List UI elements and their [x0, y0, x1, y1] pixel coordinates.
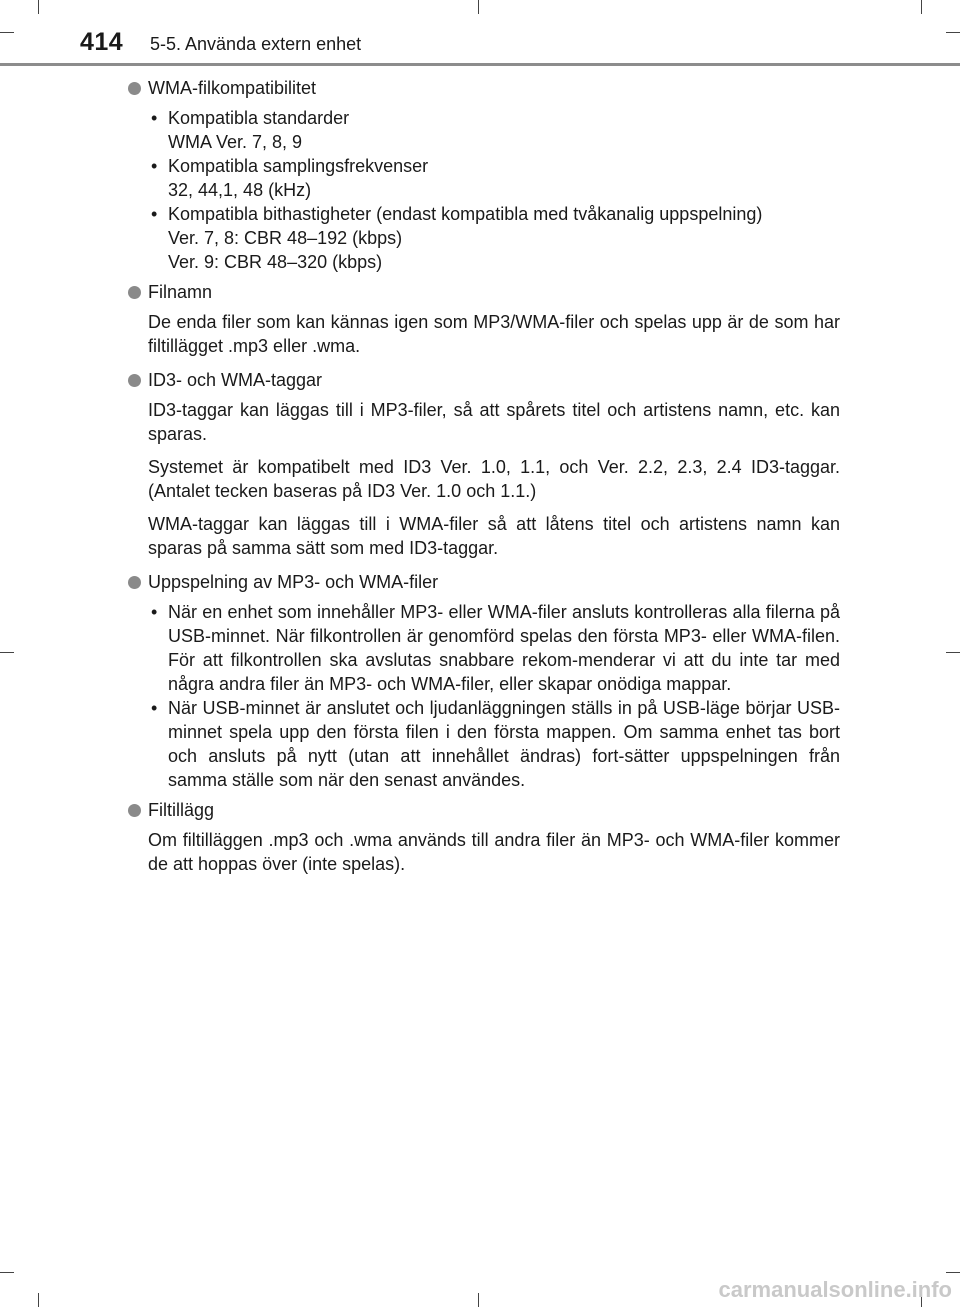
section-item [128, 280, 840, 358]
section-heading [128, 570, 840, 594]
section-heading-text: Filtillägg [148, 800, 215, 820]
sub-list-text: Ver. 9: CBR 48–320 (kbps) [168, 252, 383, 272]
section-heading [128, 76, 840, 100]
section-item [128, 798, 840, 876]
sub-list-text: 32, 44,1, 48 (kHz) [168, 180, 312, 200]
watermark-text: carmanualsonline.info [718, 1277, 952, 1302]
paragraph: Om filtilläggen .mp3 och .wma används till andra filer än MP3- och WMA-filer kommer de att hoppas över (inte spelas). [148, 830, 840, 874]
section-heading [128, 280, 840, 304]
dot-bullet-icon: • [151, 108, 158, 128]
page-header [0, 0, 960, 66]
crop-mark [946, 652, 960, 653]
sub-list-text: När USB-minnet är anslutet och ljudanläggningen ställs in på USB-läge börjar USB-minnet spela upp den första filen i den första mappen. Om samma enhet tas bort och ansluts på nytt (utan att innehållet ändras) fort-sätter uppspelningen från samma ställe som när den senast användes. [168, 698, 840, 790]
crop-mark [0, 652, 14, 653]
sub-list-item [128, 202, 840, 274]
section-item [128, 570, 840, 792]
paragraph: Systemet är kompatibelt med ID3 Ver. 1.0, 1.1, och Ver. 2.2, 2.3, 2.4 ID3-taggar. (Antalet tecken baseras på ID3 Ver. 1.0 och 1.1.) [148, 457, 840, 501]
circle-bullet-icon [128, 374, 141, 387]
sub-list-item [128, 106, 840, 154]
section-heading-text: ID3- och WMA-taggar [148, 370, 323, 390]
section-heading [128, 368, 840, 392]
sub-list-text: Kompatibla bithastigheter (endast kompatibla med tvåkanalig uppspelning) [168, 204, 763, 224]
section-title: 5-5. Använda extern enhet [150, 34, 362, 54]
sub-list-item [128, 696, 840, 792]
sub-list-text: När en enhet som innehåller MP3- eller WMA-filer ansluts kontrolleras alla filerna på USB-minnet. När filkontrollen är genomförd spelas den första MP3- eller WMA-filen. För att filkontrollen ska avslutas snabbare rekom-menderar vi att du inte tar med några andra filer än MP3- och WMA-filer, eller skapar onödiga mappar. [168, 602, 840, 694]
section-heading-text: Uppspelning av MP3- och WMA-filer [148, 572, 439, 592]
sub-list [128, 106, 840, 274]
crop-mark [478, 1293, 479, 1307]
crop-mark [946, 1272, 960, 1273]
page-body [128, 76, 840, 886]
crop-mark [38, 1293, 39, 1307]
circle-bullet-icon [128, 576, 141, 589]
dot-bullet-icon: • [151, 698, 158, 718]
paragraph: ID3-taggar kan läggas till i MP3-filer, så att spårets titel och artistens namn, etc. kan sparas. [148, 400, 840, 444]
paragraph: De enda filer som kan kännas igen som MP3/WMA-filer och spelas upp är de som har filtillägget .mp3 eller .wma. [148, 312, 840, 356]
circle-bullet-icon [128, 286, 141, 299]
page-number: 414 [80, 28, 124, 56]
paragraph: WMA-taggar kan läggas till i WMA-filer så att låtens titel och artistens namn kan sparas på samma sätt som med ID3-taggar. [148, 514, 840, 558]
section-item [128, 368, 840, 560]
section-heading-text: WMA-filkompatibilitet [148, 78, 317, 98]
crop-mark [0, 1272, 14, 1273]
dot-bullet-icon: • [151, 204, 158, 224]
section-heading [128, 798, 840, 822]
sub-list-text: Ver. 7, 8: CBR 48–192 (kbps) [168, 228, 403, 248]
dot-bullet-icon: • [151, 156, 158, 176]
section-heading-text: Filnamn [148, 282, 213, 302]
sub-list-item [128, 154, 840, 202]
dot-bullet-icon: • [151, 602, 158, 622]
sub-list-item [128, 600, 840, 696]
header-divider [0, 63, 960, 66]
sub-list-text: WMA Ver. 7, 8, 9 [168, 132, 303, 152]
sub-list [128, 600, 840, 792]
circle-bullet-icon [128, 804, 141, 817]
section-item [128, 76, 840, 274]
sub-list-text: Kompatibla standarder [168, 108, 350, 128]
circle-bullet-icon [128, 82, 141, 95]
sub-list-text: Kompatibla samplingsfrekvenser [168, 156, 429, 176]
